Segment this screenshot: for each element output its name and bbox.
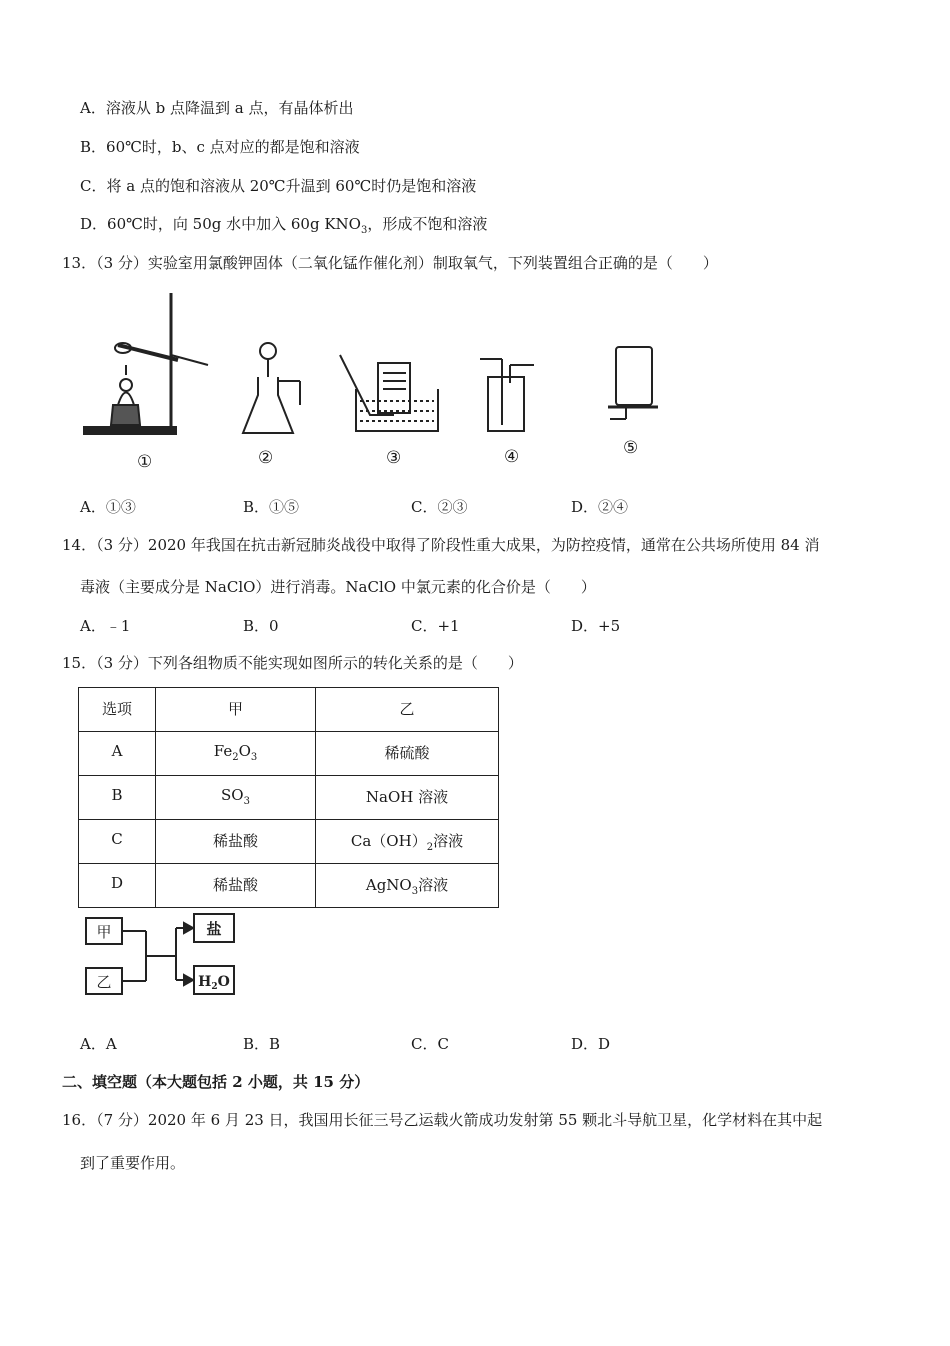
q14-stem-line1: 14．（3 分）2020 年我国在抗击新冠肺炎战役中取得了阶段性重大成果，为防控疫情，通常在公共场所使用 84 消 (62, 536, 820, 554)
q12-option-a: A．溶液从 b 点降温到 a 点，有晶体析出 (80, 99, 354, 117)
header-yi: 乙 (316, 688, 499, 732)
q14-option-c: C．+1 (411, 617, 460, 635)
apparatus-3-icon (340, 355, 438, 431)
q15-option-b: B．B (243, 1035, 281, 1053)
cell-option: D (79, 864, 156, 908)
cell-yi: NaOH 溶液 (316, 776, 499, 820)
q14-option-d: D．+5 (571, 617, 621, 635)
apparatus-label-1: ① (137, 452, 153, 472)
table-row (79, 776, 499, 820)
q13-stem: 13．（3 分）实验室用氯酸钾固体（二氧化锰作催化剂）制取氧气，下列装置组合正确的是（ ） (62, 254, 718, 272)
q15-stem: 15．（3 分）下列各组物质不能实现如图所示的转化关系的是（ ） (62, 654, 523, 672)
diagram-salt: 盐 (206, 920, 222, 938)
cell-option: C (79, 820, 156, 864)
q13-option-c: C．②③ (411, 498, 468, 516)
section-2-heading: 二、填空题（本大题包括 2 小题，共 15 分） (62, 1073, 370, 1091)
table-row (79, 732, 499, 776)
cell-jia: $Fe_2O_3$ (156, 732, 316, 776)
q15-conversion-diagram (80, 910, 240, 1000)
cell-yi: 稀硫酸 (316, 732, 499, 776)
q13-option-b: B．①⑤ (243, 498, 300, 516)
table-header-row (79, 688, 499, 732)
q13-apparatus-figure (78, 285, 678, 485)
cell-yi: $Ca(OH)_2$溶液 (316, 820, 499, 864)
apparatus-label-2: ② (258, 448, 274, 468)
apparatus-4-icon (480, 359, 534, 431)
q15-option-d: D．D (571, 1035, 611, 1053)
apparatus-1-icon (84, 293, 208, 434)
q14-stem-line2: 毒液（主要成分是 NaClO）进行消毒。NaClO 中氯元素的化合价是（ ） (80, 578, 596, 596)
cell-jia: 稀盐酸 (156, 820, 316, 864)
q15-option-c: C．C (411, 1035, 449, 1053)
cell-option: B (79, 776, 156, 820)
apparatus-5-icon (608, 347, 658, 419)
header-option: 选项 (79, 688, 156, 732)
diagram-water: $H_2O$ (198, 974, 230, 992)
q13-option-a: A．①③ (80, 498, 136, 516)
q12-option-d: D．60℃时，向 50g 水中加入 60g $KNO_3$，形成不饱和溶液 (80, 215, 488, 236)
cell-jia: $SO_3$ (156, 776, 316, 820)
cell-option: A (79, 732, 156, 776)
apparatus-label-5: ⑤ (623, 438, 639, 458)
q16-stem-line1: 16．（7 分）2020 年 6 月 23 日，我国用长征三号乙运载火箭成功发射第 55 颗北斗导航卫星，化学材料在其中起 (62, 1111, 823, 1129)
q15-option-a: A．A (80, 1035, 117, 1053)
q13-option-d: D．②④ (571, 498, 629, 516)
table-row (79, 864, 499, 908)
cell-jia: 稀盐酸 (156, 864, 316, 908)
q14-option-a: A．﹣1 (80, 617, 131, 635)
q16-stem-line2: 到了重要作用。 (80, 1154, 186, 1172)
q12-option-b: B．60℃时，b、c 点对应的都是饱和溶液 (80, 138, 360, 156)
cell-yi: AgNO$_3$溶液 (316, 864, 499, 908)
header-jia: 甲 (156, 688, 316, 732)
apparatus-label-3: ③ (386, 448, 402, 468)
q12-option-c: C．将 a 点的饱和溶液从 20℃升温到 60℃时仍是饱和溶液 (80, 177, 477, 195)
q14-option-b: B．0 (243, 617, 279, 635)
q15-table (78, 687, 499, 908)
table-row (79, 820, 499, 864)
diagram-jia: 甲 (96, 923, 112, 941)
apparatus-label-4: ④ (504, 447, 520, 467)
diagram-yi: 乙 (96, 973, 112, 991)
apparatus-2-icon (243, 343, 300, 433)
